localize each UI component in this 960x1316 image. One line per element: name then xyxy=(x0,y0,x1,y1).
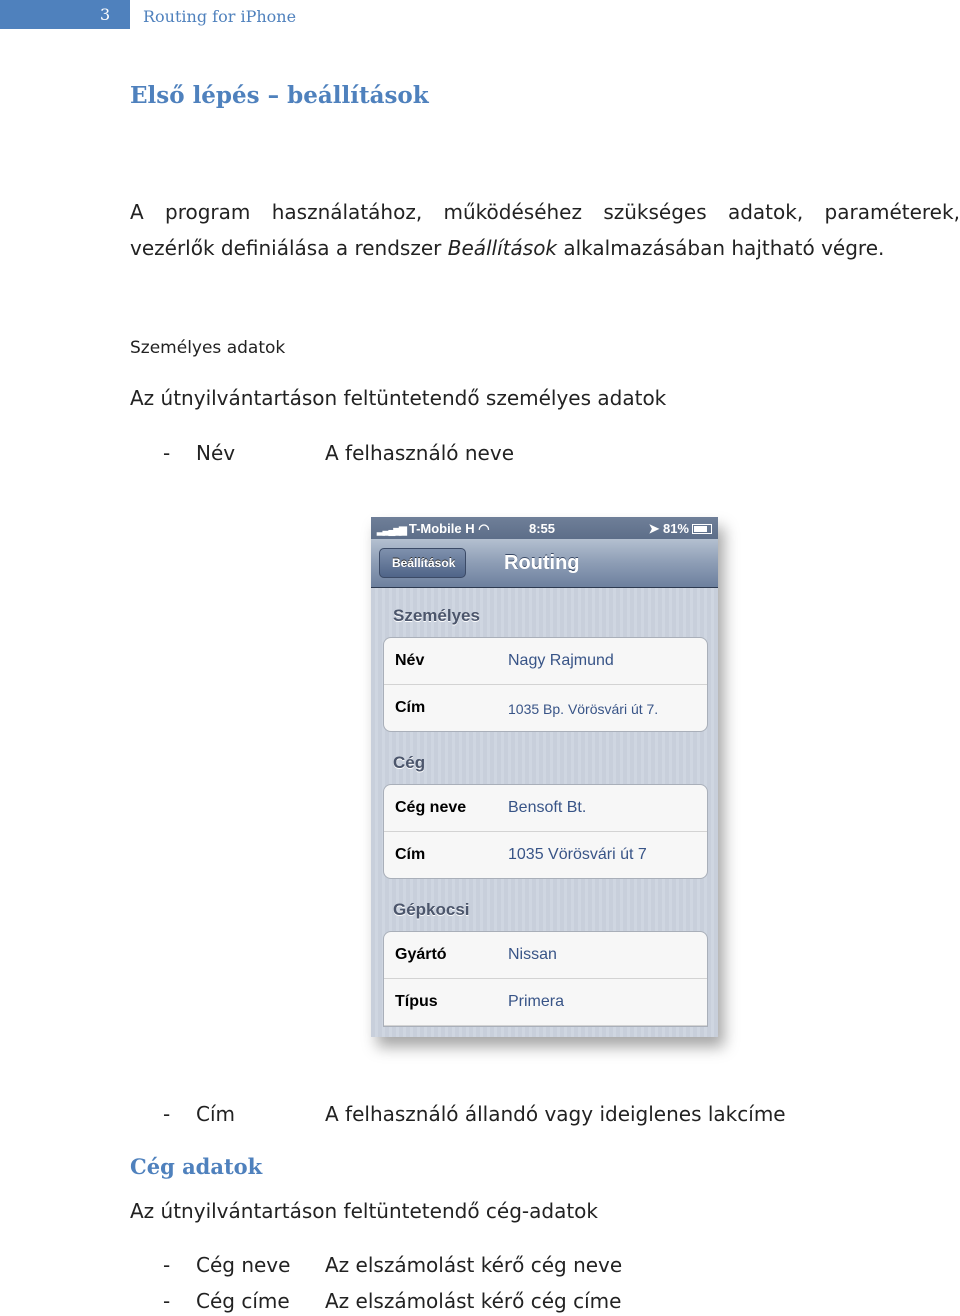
table-row[interactable]: Cím 1035 Bp. Vörösvári út 7. xyxy=(395,699,659,717)
term-company-name: Cég neve xyxy=(196,1253,291,1277)
car-group xyxy=(383,931,708,1027)
intro-paragraph xyxy=(130,194,960,266)
company-description: Az útnyilvántartáson feltüntetendő cég-adatok xyxy=(130,1199,598,1223)
signal-icon: ▂▃▄▅▆ xyxy=(377,525,405,536)
battery-icon xyxy=(692,524,712,534)
section-title-personal: Személyes xyxy=(393,606,480,625)
iphone-screenshot xyxy=(371,517,718,1037)
battery-percent: 81% xyxy=(662,521,689,536)
wifi-icon: ◠ xyxy=(478,521,490,536)
settings-content xyxy=(371,588,718,1037)
definition: Az elszámolást kérő cég neve xyxy=(325,1253,623,1277)
section-title-car: Gépkocsi xyxy=(393,900,470,919)
table-row[interactable]: Gyártó Nissan xyxy=(384,932,707,979)
status-bar xyxy=(371,517,718,539)
carrier-name: T-Mobile H xyxy=(408,521,475,536)
header-bar xyxy=(0,0,130,29)
definition: A felhasználó neve xyxy=(325,441,514,465)
intro-line-1: A program használatához, működéséhez szükséges adatok, paraméterek, xyxy=(130,200,960,224)
definition: A felhasználó állandó vagy ideiglenes lakcíme xyxy=(325,1102,786,1126)
table-row[interactable]: Cím 1035 Vörösvári út 7 xyxy=(395,846,647,863)
running-header-title: Routing for iPhone xyxy=(143,7,297,26)
table-row[interactable]: Típus Primera xyxy=(384,979,707,1026)
term-name: Név xyxy=(196,441,236,465)
page-number: 3 xyxy=(100,5,111,24)
term-company-address: Cég címe xyxy=(196,1289,290,1313)
table-row[interactable]: Név Nagy Rajmund xyxy=(384,638,707,685)
definition: Az elszámolást kérő cég címe xyxy=(325,1289,622,1313)
term-address: Cím xyxy=(196,1102,236,1126)
nav-title: Routing xyxy=(504,552,580,574)
settings-app-name: Beállítások xyxy=(447,236,558,260)
back-button[interactable]: Beállítások xyxy=(379,548,466,578)
navigation-bar xyxy=(371,539,718,588)
section-heading-company: Cég adatok xyxy=(130,1154,263,1179)
section-title-company: Cég xyxy=(393,753,426,772)
status-time: 8:55 xyxy=(529,521,556,536)
personal-description: Az útnyilvántartáson feltüntetendő személyes adatok xyxy=(130,386,667,410)
table-row[interactable]: Cég neve Bensoft Bt. xyxy=(384,785,707,832)
section-heading-personal: Személyes adatok xyxy=(130,338,286,358)
company-group xyxy=(383,784,708,879)
location-icon: ➤ xyxy=(648,521,660,536)
page-title: Első lépés – beállítások xyxy=(130,82,429,109)
personal-group xyxy=(383,637,708,732)
intro-line-2: vezérlők definiálása a rendszer Beállítások alkalmazásában hajtható végre. xyxy=(130,236,885,260)
